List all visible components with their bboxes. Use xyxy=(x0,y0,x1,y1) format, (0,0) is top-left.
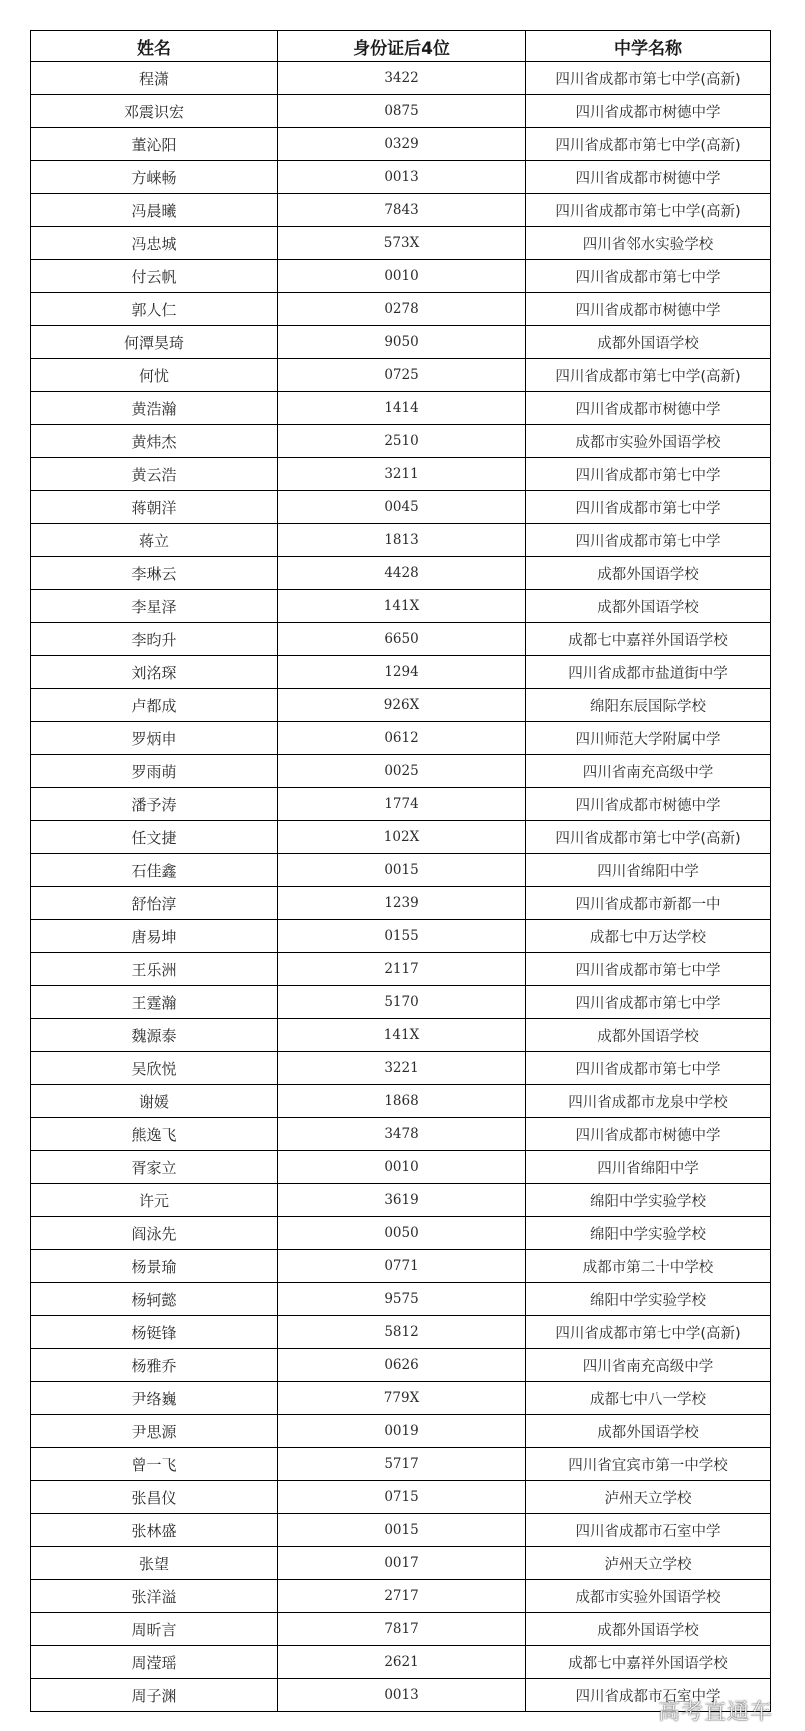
cell-id-last4: 0155 xyxy=(278,920,526,953)
table-body xyxy=(31,62,771,1712)
cell-id-last4: 0045 xyxy=(278,491,526,524)
table-row xyxy=(31,524,771,557)
cell-id-last4: 573X xyxy=(278,227,526,260)
cell-student-name: 熊逸飞 xyxy=(31,1118,278,1151)
table-row xyxy=(31,590,771,623)
cell-id-last4: 1868 xyxy=(278,1085,526,1118)
cell-school-name: 成都市实验外国语学校 xyxy=(526,425,771,458)
cell-school-name: 四川省成都市第七中学 xyxy=(526,458,771,491)
cell-school-name: 四川省南充高级中学 xyxy=(526,1349,771,1382)
cell-id-last4: 3422 xyxy=(278,62,526,95)
table-row xyxy=(31,920,771,953)
cell-id-last4: 3478 xyxy=(278,1118,526,1151)
cell-school-name: 四川师范大学附属中学 xyxy=(526,722,771,755)
cell-id-last4: 0013 xyxy=(278,161,526,194)
table-row xyxy=(31,986,771,1019)
cell-school-name: 四川省成都市第七中学(高新) xyxy=(526,359,771,392)
cell-school-name: 绵阳中学实验学校 xyxy=(526,1217,771,1250)
cell-student-name: 何忧 xyxy=(31,359,278,392)
cell-id-last4: 1813 xyxy=(278,524,526,557)
table-row xyxy=(31,359,771,392)
cell-student-name: 胥家立 xyxy=(31,1151,278,1184)
cell-school-name: 泸州天立学校 xyxy=(526,1547,771,1580)
table-row xyxy=(31,161,771,194)
cell-school-name: 四川省成都市第七中学(高新) xyxy=(526,128,771,161)
table-row xyxy=(31,227,771,260)
cell-id-last4: 0025 xyxy=(278,755,526,788)
cell-school-name: 四川省邻水实验学校 xyxy=(526,227,771,260)
table-row xyxy=(31,788,771,821)
cell-school-name: 四川省宜宾市第一中学校 xyxy=(526,1448,771,1481)
cell-student-name: 李琳云 xyxy=(31,557,278,590)
student-list-sheet xyxy=(30,30,771,1712)
cell-id-last4: 2621 xyxy=(278,1646,526,1679)
cell-school-name: 绵阳东辰国际学校 xyxy=(526,689,771,722)
cell-id-last4: 4428 xyxy=(278,557,526,590)
cell-id-last4: 0715 xyxy=(278,1481,526,1514)
table-row xyxy=(31,128,771,161)
cell-school-name: 四川省成都市树德中学 xyxy=(526,293,771,326)
table-row xyxy=(31,1250,771,1283)
cell-id-last4: 9575 xyxy=(278,1283,526,1316)
cell-school-name: 成都外国语学校 xyxy=(526,590,771,623)
table-header-row xyxy=(31,31,771,62)
cell-student-name: 罗炳申 xyxy=(31,722,278,755)
cell-id-last4: 779X xyxy=(278,1382,526,1415)
cell-id-last4: 1774 xyxy=(278,788,526,821)
cell-id-last4: 141X xyxy=(278,590,526,623)
cell-school-name: 成都七中万达学校 xyxy=(526,920,771,953)
cell-student-name: 舒怡淳 xyxy=(31,887,278,920)
cell-student-name: 张望 xyxy=(31,1547,278,1580)
cell-id-last4: 0019 xyxy=(278,1415,526,1448)
table-row xyxy=(31,1085,771,1118)
cell-school-name: 成都外国语学校 xyxy=(526,1613,771,1646)
table-row xyxy=(31,1052,771,1085)
table-row xyxy=(31,854,771,887)
cell-id-last4: 926X xyxy=(278,689,526,722)
cell-student-name: 邓震识宏 xyxy=(31,95,278,128)
cell-id-last4: 0771 xyxy=(278,1250,526,1283)
cell-school-name: 四川省成都市第七中学 xyxy=(526,986,771,1019)
cell-id-last4: 0626 xyxy=(278,1349,526,1382)
table-row xyxy=(31,1448,771,1481)
cell-student-name: 方崃畅 xyxy=(31,161,278,194)
cell-school-name: 四川省成都市树德中学 xyxy=(526,392,771,425)
table-row xyxy=(31,458,771,491)
table-row xyxy=(31,1283,771,1316)
header-school: 中学名称 xyxy=(526,31,771,62)
cell-school-name: 四川省成都市第七中学 xyxy=(526,1052,771,1085)
cell-student-name: 冯忠城 xyxy=(31,227,278,260)
header-name: 姓名 xyxy=(31,31,278,62)
cell-school-name: 四川省绵阳中学 xyxy=(526,854,771,887)
cell-student-name: 周子渊 xyxy=(31,1679,278,1712)
table-row xyxy=(31,1382,771,1415)
cell-school-name: 成都外国语学校 xyxy=(526,557,771,590)
cell-student-name: 黄云浩 xyxy=(31,458,278,491)
cell-school-name: 四川省成都市第七中学 xyxy=(526,491,771,524)
cell-student-name: 王霆瀚 xyxy=(31,986,278,1019)
cell-school-name: 成都市第二十中学校 xyxy=(526,1250,771,1283)
cell-id-last4: 3619 xyxy=(278,1184,526,1217)
cell-student-name: 张昌仪 xyxy=(31,1481,278,1514)
cell-school-name: 成都七中八一学校 xyxy=(526,1382,771,1415)
cell-id-last4: 2717 xyxy=(278,1580,526,1613)
cell-id-last4: 5812 xyxy=(278,1316,526,1349)
cell-student-name: 杨景瑜 xyxy=(31,1250,278,1283)
cell-school-name: 四川省成都市树德中学 xyxy=(526,1118,771,1151)
cell-student-name: 卢都成 xyxy=(31,689,278,722)
cell-id-last4: 7843 xyxy=(278,194,526,227)
table-row xyxy=(31,689,771,722)
cell-id-last4: 102X xyxy=(278,821,526,854)
cell-student-name: 杨铤锋 xyxy=(31,1316,278,1349)
cell-student-name: 张洋溢 xyxy=(31,1580,278,1613)
cell-id-last4: 5170 xyxy=(278,986,526,1019)
cell-student-name: 石佳鑫 xyxy=(31,854,278,887)
table-row xyxy=(31,1349,771,1382)
table-row xyxy=(31,1151,771,1184)
table-row xyxy=(31,1019,771,1052)
cell-student-name: 吴欣悦 xyxy=(31,1052,278,1085)
table-row xyxy=(31,656,771,689)
cell-id-last4: 0015 xyxy=(278,854,526,887)
cell-student-name: 王乐洲 xyxy=(31,953,278,986)
cell-student-name: 周昕言 xyxy=(31,1613,278,1646)
cell-id-last4: 0612 xyxy=(278,722,526,755)
cell-school-name: 四川省成都市第七中学(高新) xyxy=(526,1316,771,1349)
cell-school-name: 四川省成都市龙泉中学校 xyxy=(526,1085,771,1118)
cell-student-name: 任文捷 xyxy=(31,821,278,854)
cell-school-name: 成都外国语学校 xyxy=(526,326,771,359)
cell-student-name: 冯晨曦 xyxy=(31,194,278,227)
cell-id-last4: 6650 xyxy=(278,623,526,656)
cell-school-name: 绵阳中学实验学校 xyxy=(526,1283,771,1316)
cell-id-last4: 2510 xyxy=(278,425,526,458)
cell-school-name: 四川省成都市石室中学 xyxy=(526,1514,771,1547)
cell-id-last4: 5717 xyxy=(278,1448,526,1481)
cell-school-name: 成都外国语学校 xyxy=(526,1415,771,1448)
table-row xyxy=(31,1217,771,1250)
table-row xyxy=(31,1316,771,1349)
cell-id-last4: 0017 xyxy=(278,1547,526,1580)
cell-student-name: 郭人仁 xyxy=(31,293,278,326)
cell-school-name: 四川省成都市树德中学 xyxy=(526,95,771,128)
cell-student-name: 谢媛 xyxy=(31,1085,278,1118)
cell-student-name: 刘洺琛 xyxy=(31,656,278,689)
cell-school-name: 成都七中嘉祥外国语学校 xyxy=(526,1646,771,1679)
cell-student-name: 尹思源 xyxy=(31,1415,278,1448)
table-row xyxy=(31,623,771,656)
cell-student-name: 李星泽 xyxy=(31,590,278,623)
watermark-logo-text: 高考直通车 xyxy=(658,1700,774,1725)
table-row xyxy=(31,491,771,524)
cell-student-name: 潘予涛 xyxy=(31,788,278,821)
cell-id-last4: 0010 xyxy=(278,1151,526,1184)
cell-student-name: 许元 xyxy=(31,1184,278,1217)
cell-id-last4: 0050 xyxy=(278,1217,526,1250)
cell-id-last4: 141X xyxy=(278,1019,526,1052)
cell-school-name: 泸州天立学校 xyxy=(526,1481,771,1514)
cell-student-name: 程潇 xyxy=(31,62,278,95)
cell-id-last4: 0329 xyxy=(278,128,526,161)
table-row xyxy=(31,1646,771,1679)
table-row xyxy=(31,1118,771,1151)
cell-student-name: 董沁阳 xyxy=(31,128,278,161)
cell-student-name: 杨雅乔 xyxy=(31,1349,278,1382)
table-row xyxy=(31,1481,771,1514)
cell-school-name: 四川省成都市树德中学 xyxy=(526,788,771,821)
cell-id-last4: 2117 xyxy=(278,953,526,986)
cell-id-last4: 1294 xyxy=(278,656,526,689)
cell-id-last4: 9050 xyxy=(278,326,526,359)
cell-school-name: 四川省绵阳中学 xyxy=(526,1151,771,1184)
table-row xyxy=(31,1580,771,1613)
cell-id-last4: 1239 xyxy=(278,887,526,920)
cell-id-last4: 0015 xyxy=(278,1514,526,1547)
cell-id-last4: 3221 xyxy=(278,1052,526,1085)
cell-student-name: 阎泳先 xyxy=(31,1217,278,1250)
table-row xyxy=(31,1415,771,1448)
table-row xyxy=(31,1514,771,1547)
cell-id-last4: 3211 xyxy=(278,458,526,491)
cell-student-name: 蒋立 xyxy=(31,524,278,557)
cell-school-name: 成都市实验外国语学校 xyxy=(526,1580,771,1613)
cell-school-name: 四川省成都市盐道街中学 xyxy=(526,656,771,689)
student-table xyxy=(30,30,771,1712)
table-row xyxy=(31,1547,771,1580)
cell-student-name: 杨轲懿 xyxy=(31,1283,278,1316)
cell-school-name: 四川省成都市石室中学 xyxy=(526,1679,771,1712)
table-row xyxy=(31,194,771,227)
cell-student-name: 何潭昊琦 xyxy=(31,326,278,359)
cell-school-name: 四川省成都市第七中学(高新) xyxy=(526,194,771,227)
cell-school-name: 四川省成都市新都一中 xyxy=(526,887,771,920)
cell-id-last4: 0278 xyxy=(278,293,526,326)
table-row xyxy=(31,1184,771,1217)
cell-school-name: 四川省成都市第七中学 xyxy=(526,260,771,293)
cell-student-name: 尹络巍 xyxy=(31,1382,278,1415)
table-row xyxy=(31,260,771,293)
cell-student-name: 蒋朝洋 xyxy=(31,491,278,524)
cell-school-name: 四川省成都市第七中学 xyxy=(526,524,771,557)
table-row xyxy=(31,755,771,788)
cell-student-name: 李昀升 xyxy=(31,623,278,656)
cell-school-name: 四川省成都市第七中学 xyxy=(526,953,771,986)
cell-school-name: 四川省成都市第七中学(高新) xyxy=(526,821,771,854)
cell-id-last4: 7817 xyxy=(278,1613,526,1646)
table-row xyxy=(31,392,771,425)
cell-school-name: 绵阳中学实验学校 xyxy=(526,1184,771,1217)
cell-student-name: 黄浩瀚 xyxy=(31,392,278,425)
table-row xyxy=(31,722,771,755)
table-row xyxy=(31,293,771,326)
cell-id-last4: 0010 xyxy=(278,260,526,293)
cell-student-name: 罗雨萌 xyxy=(31,755,278,788)
cell-id-last4: 0725 xyxy=(278,359,526,392)
table-row xyxy=(31,62,771,95)
cell-school-name: 成都七中嘉祥外国语学校 xyxy=(526,623,771,656)
table-row xyxy=(31,1613,771,1646)
cell-student-name: 唐易坤 xyxy=(31,920,278,953)
cell-student-name: 黄炜杰 xyxy=(31,425,278,458)
table-row xyxy=(31,821,771,854)
cell-id-last4: 1414 xyxy=(278,392,526,425)
table-row xyxy=(31,953,771,986)
cell-school-name: 四川省成都市树德中学 xyxy=(526,161,771,194)
cell-student-name: 张林盛 xyxy=(31,1514,278,1547)
header-id-last4: 身份证后4位 xyxy=(278,31,526,62)
table-row xyxy=(31,95,771,128)
cell-student-name: 周滢瑶 xyxy=(31,1646,278,1679)
table-row xyxy=(31,557,771,590)
cell-school-name: 成都外国语学校 xyxy=(526,1019,771,1052)
cell-school-name: 四川省成都市第七中学(高新) xyxy=(526,62,771,95)
cell-school-name: 四川省南充高级中学 xyxy=(526,755,771,788)
cell-student-name: 付云帆 xyxy=(31,260,278,293)
cell-id-last4: 0013 xyxy=(278,1679,526,1712)
cell-id-last4: 0875 xyxy=(278,95,526,128)
table-row xyxy=(31,425,771,458)
table-row xyxy=(31,887,771,920)
cell-student-name: 魏源泰 xyxy=(31,1019,278,1052)
cell-student-name: 曾一飞 xyxy=(31,1448,278,1481)
table-row xyxy=(31,326,771,359)
